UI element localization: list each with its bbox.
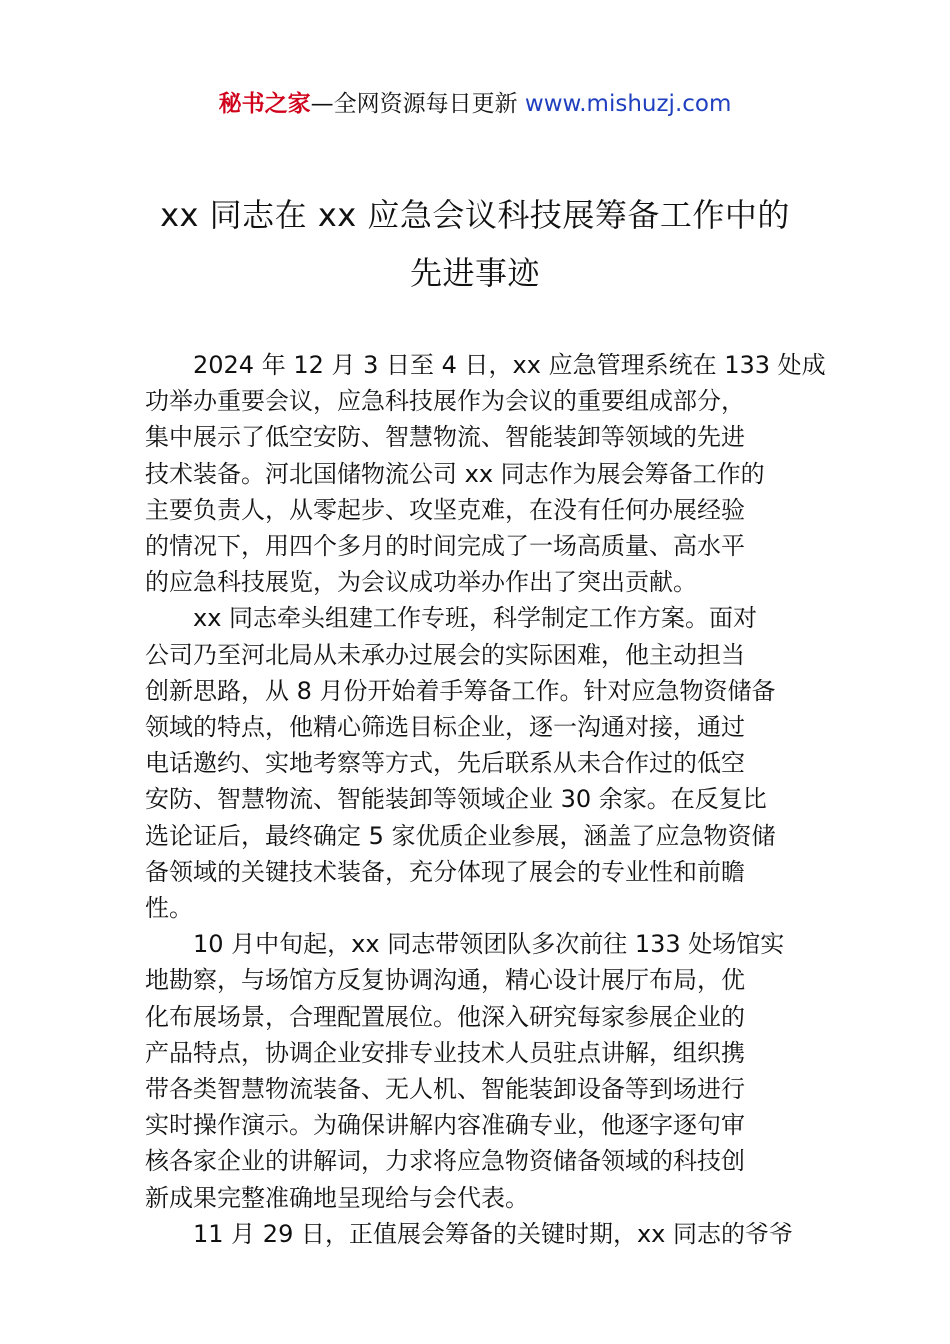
text-line: 的应急科技展览，为会议成功举办作出了突出贡献。 <box>145 568 697 597</box>
text-line: 备领域的关键技术装备，充分体现了展会的专业性和前瞻 <box>145 857 745 886</box>
text-line: 集中展示了低空安防、智慧物流、智能装卸等领域的先进 <box>145 423 745 452</box>
text-line: 产品特点，协调企业安排专业技术人员驻点讲解，组织携 <box>145 1038 745 1067</box>
paragraph <box>145 347 826 600</box>
document-title <box>100 186 850 302</box>
site-brand: 秘书之家 <box>218 91 311 117</box>
title-line: 先进事迹 <box>409 254 540 292</box>
text-line: 实时操作演示。为确保讲解内容准确专业，他逐字逐句审 <box>145 1111 745 1140</box>
site-tagline: —全网资源每日更新 <box>310 91 525 117</box>
text-line: 技术装备。河北国储物流公司 xx 同志作为展会筹备工作的 <box>145 459 765 488</box>
text-line: 安防、智慧物流、智能装卸等领域企业 30 余家。在反复比 <box>145 785 767 814</box>
text-line: 电话邀约、实地考察等方式，先后联系从未合作过的低空 <box>145 749 745 778</box>
text-line: xx 同志牵头组建工作专班，科学制定工作方案。面对 <box>193 604 758 633</box>
site-header <box>0 86 950 122</box>
text-line: 带各类智慧物流装备、无人机、智能装卸设备等到场进行 <box>145 1075 745 1104</box>
text-line: 创新思路，从 8 月份开始着手筹备工作。针对应急物资储备 <box>145 676 776 705</box>
paragraph <box>145 600 815 926</box>
text-line: 领域的特点，他精心筛选目标企业，逐一沟通对接，通过 <box>145 713 745 742</box>
document-body <box>145 347 826 1252</box>
site-url[interactable]: www.mishuzj.com <box>524 91 732 117</box>
paragraph <box>145 1216 815 1252</box>
text-line: 性。 <box>145 894 193 923</box>
text-line: 的情况下，用四个多月的时间完成了一场高质量、高水平 <box>145 532 745 561</box>
text-line: 10 月中旬起，xx 同志带领团队多次前往 133 处场馆实 <box>193 930 785 959</box>
text-line: 11 月 29 日，正值展会筹备的关键时期，xx 同志的爷爷 <box>193 1219 793 1248</box>
text-line: 选论证后，最终确定 5 家优质企业参展，涵盖了应急物资储 <box>145 821 776 850</box>
text-line: 地勘察，与场馆方反复协调沟通，精心设计展厅布局，优 <box>145 966 745 995</box>
text-line: 2024 年 12 月 3 日至 4 日，xx 应急管理系统在 133 处成 <box>193 351 826 379</box>
title-line: xx 同志在 xx 应急会议科技展筹备工作中的 <box>160 196 790 234</box>
text-line: 核各家企业的讲解词，力求将应急物资储备领域的科技创 <box>145 1147 745 1176</box>
text-line: 公司乃至河北局从未承办过展会的实际困难，他主动担当 <box>145 640 745 669</box>
text-line: 新成果完整准确地呈现给与会代表。 <box>145 1183 529 1212</box>
text-line: 化布展场景，合理配置展位。他深入研究每家参展企业的 <box>145 1002 745 1031</box>
text-line: 功举办重要会议，应急科技展作为会议的重要组成部分， <box>145 387 745 416</box>
paragraph <box>145 926 815 1216</box>
text-line: 主要负责人，从零起步、攻坚克难，在没有任何办展经验 <box>145 495 745 524</box>
